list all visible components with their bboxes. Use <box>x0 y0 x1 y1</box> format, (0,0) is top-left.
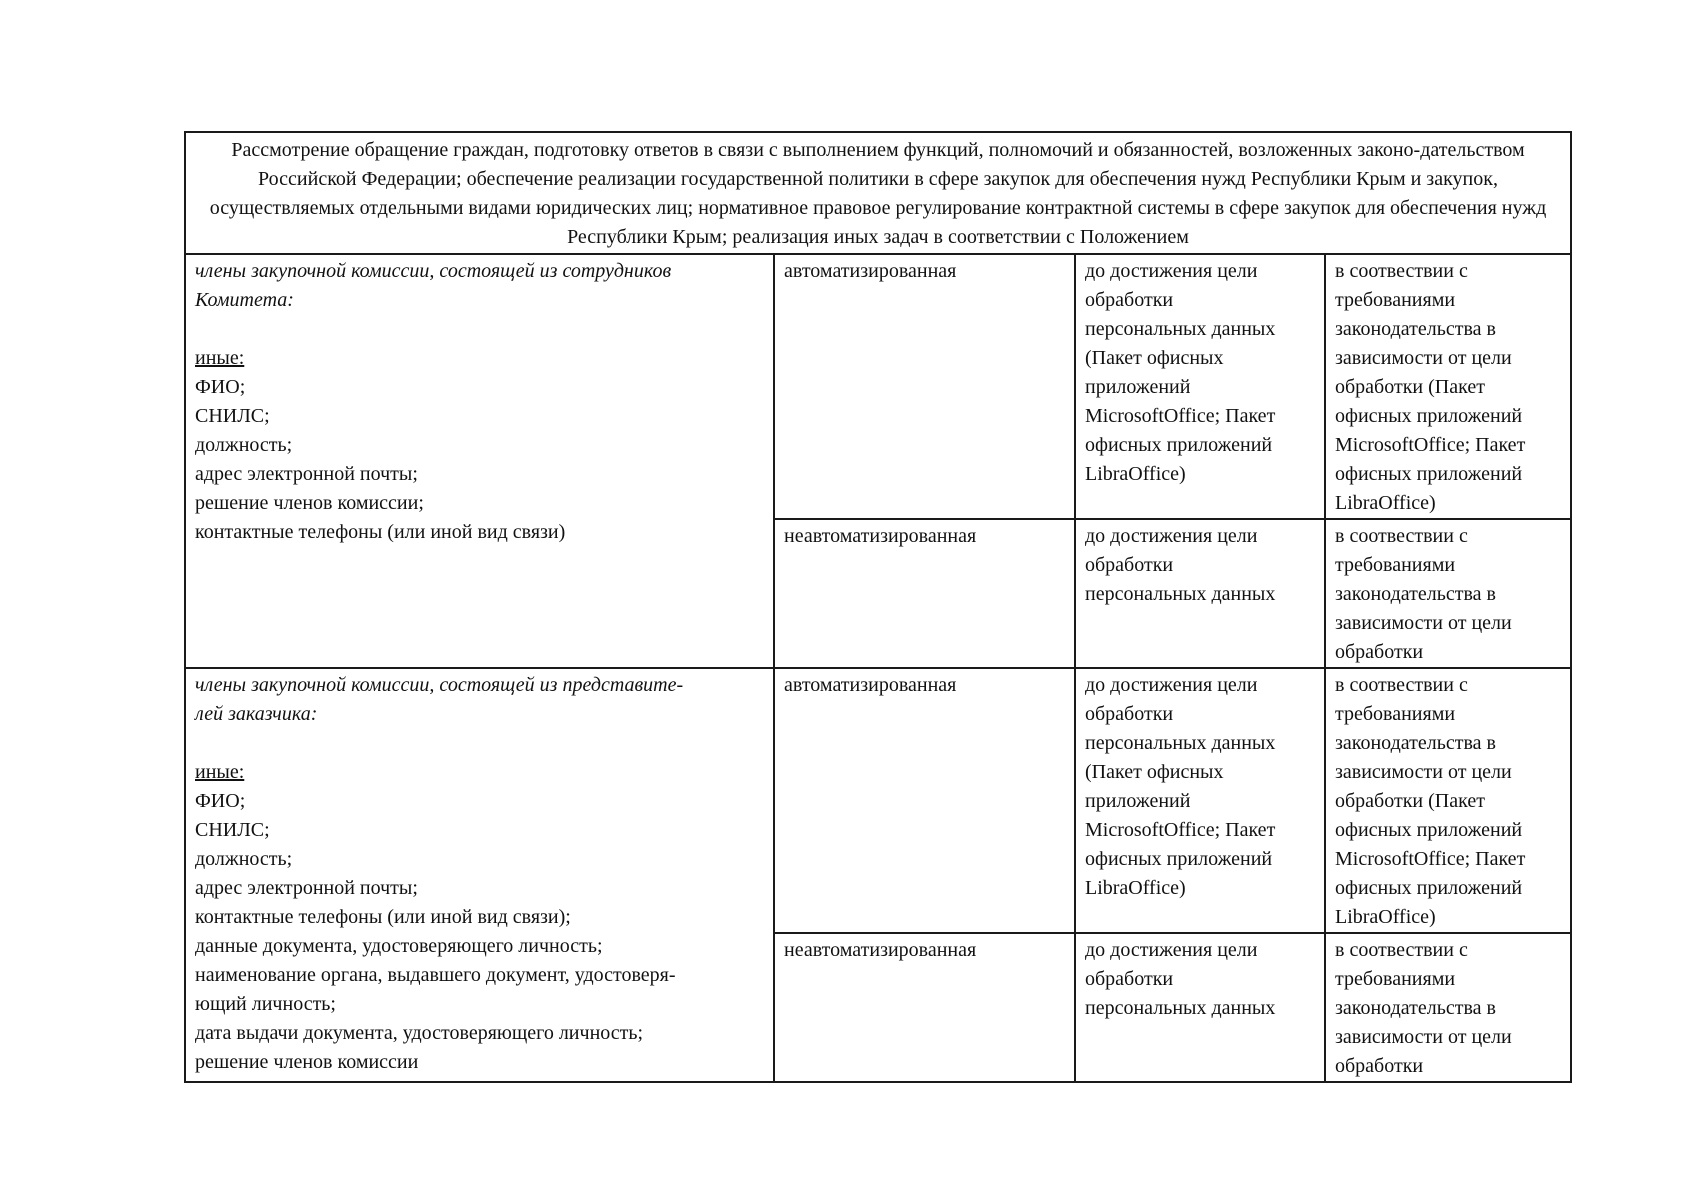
pd-item: данные документа, удостоверяющего личность; <box>195 935 603 957</box>
pd-item: адрес электронной почты; <box>195 463 418 485</box>
pd-item: адрес электронной почты; <box>195 877 418 899</box>
destruction-procedure: в соотвествии с требованиями законодательства в зависимости от цели обработки <box>1325 519 1571 668</box>
pd-item: ФИО; <box>195 790 246 812</box>
spacer <box>195 729 764 758</box>
others-label: иные: <box>195 347 245 369</box>
subject-category-cell <box>185 254 774 668</box>
spacer <box>195 315 764 344</box>
subject-category-title: члены закупочной комиссии, состоящей из сотрудников Комитета: <box>195 260 672 311</box>
subject-category-cell <box>185 668 774 1082</box>
processing-term: до достижения цели обработки персональных данных (Пакет офисных приложений MicrosoftOffice; Пакет офисных приложений LibraOffice) <box>1075 254 1325 519</box>
pd-item: СНИЛС; <box>195 819 270 841</box>
personal-data-table <box>184 131 1572 1083</box>
table-row <box>185 254 1571 519</box>
pd-item: должность; <box>195 434 293 456</box>
processing-term: до достижения цели обработки персональных данных <box>1075 519 1325 668</box>
processing-purpose: Рассмотрение обращение граждан, подготовку ответов в связи с выполнением функций, полномочий и обязанностей, возложенных законо-дательством Российской Федерации; обеспечение реализации государственной политики в сфере закупок для обеспечения нужд Республики Крым и закупок, осуществляемых отдельными видами юридических лиц; нормативное правовое регулирование контрактной системы в сфере закупок для обеспечения нужд Республики Крым; реализация иных задач в соответствии с Положением <box>185 132 1571 254</box>
processing-method: неавтоматизированная <box>774 519 1075 668</box>
pd-item: решение членов комиссии; <box>195 492 424 514</box>
table-row <box>185 668 1571 933</box>
destruction-procedure: в соотвествии с требованиями законодательства в зависимости от цели обработки (Пакет офисных приложений MicrosoftOffice; Пакет офисных приложений LibraOffice) <box>1325 668 1571 933</box>
destruction-procedure: в соотвествии с требованиями законодательства в зависимости от цели обработки (Пакет офисных приложений MicrosoftOffice; Пакет офисных приложений LibraOffice) <box>1325 254 1571 519</box>
processing-method: неавтоматизированная <box>774 933 1075 1082</box>
pd-item: СНИЛС; <box>195 405 270 427</box>
pd-item: дата выдачи документа, удостоверяющего личность; <box>195 1022 644 1044</box>
processing-term: до достижения цели обработки персональных данных <box>1075 933 1325 1082</box>
processing-method: автоматизированная <box>774 254 1075 519</box>
pd-item: ФИО; <box>195 376 246 398</box>
pd-item: наименование органа, выдавшего документ, удостоверя- ющий личность; <box>195 964 676 1015</box>
pd-item: должность; <box>195 848 293 870</box>
pd-item: контактные телефоны (или иной вид связи) <box>195 521 566 543</box>
pd-item: контактные телефоны (или иной вид связи); <box>195 906 571 928</box>
destruction-procedure: в соотвествии с требованиями законодательства в зависимости от цели обработки <box>1325 933 1571 1082</box>
subject-category-title: члены закупочной комиссии, состоящей из представите- лей заказчика: <box>195 674 684 725</box>
processing-method: автоматизированная <box>774 668 1075 933</box>
pd-item: решение членов комиссии <box>195 1051 419 1073</box>
processing-term: до достижения цели обработки персональных данных (Пакет офисных приложений MicrosoftOffice; Пакет офисных приложений LibraOffice) <box>1075 668 1325 933</box>
purpose-row <box>185 132 1571 254</box>
others-label: иные: <box>195 761 245 783</box>
